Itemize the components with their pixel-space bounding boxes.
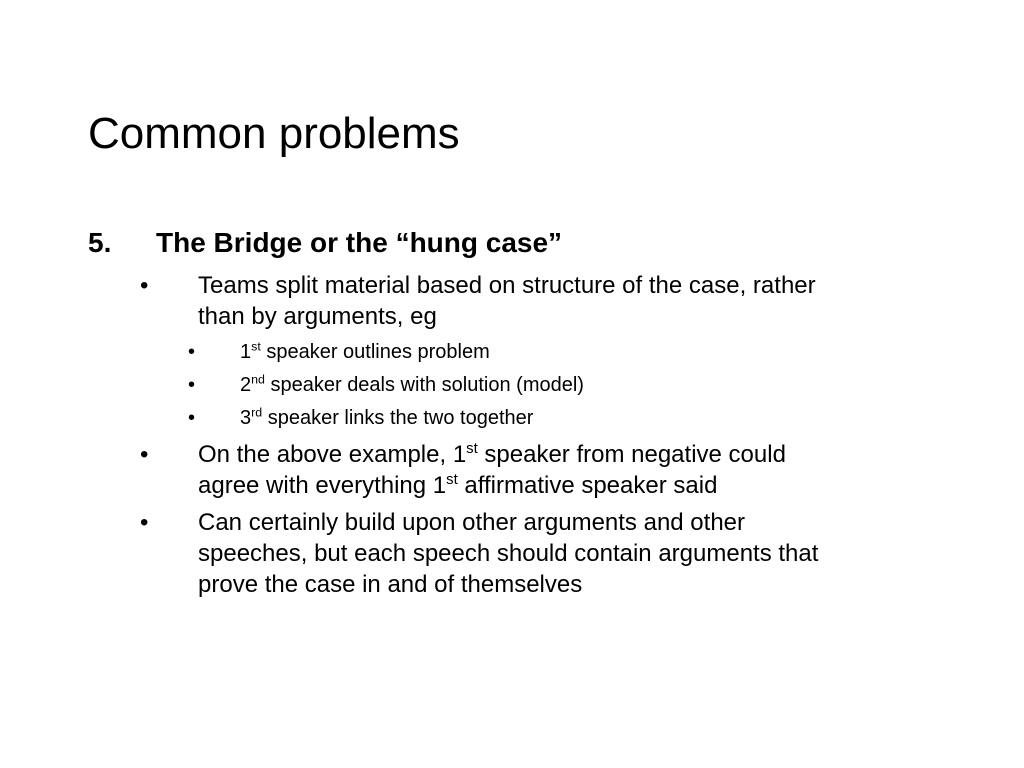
ordinal-suffix: st [466, 441, 478, 458]
sub-bullet-label: speaker links the two together [262, 407, 534, 429]
point-number: 5. [88, 227, 112, 258]
bullet-text [198, 507, 950, 600]
bullet-icon: • [188, 341, 196, 363]
bullet-icon: • [188, 407, 196, 429]
sub-bullet-label: speaker deals with solution (model) [264, 374, 584, 396]
ordinal-suffix: st [446, 472, 458, 489]
bullet-icon: • [188, 374, 196, 396]
bullet-icon: • [140, 509, 149, 536]
slide-title: Common problems [88, 109, 460, 158]
ordinal-number: 1 [240, 341, 252, 363]
ordinal-suffix: st [251, 339, 261, 354]
ordinal-suffix: rd [251, 405, 263, 420]
bullet-text [198, 270, 950, 332]
ordinal-number: 2 [240, 374, 252, 396]
sub-bullet-label: speaker outlines problem [260, 341, 490, 363]
point-heading: The Bridge or the “hung case” [156, 227, 563, 258]
bullet-icon: • [140, 441, 149, 468]
sub-bullet-text [240, 339, 490, 365]
ordinal-number: 3 [240, 407, 252, 429]
bullet-icon: • [140, 272, 149, 299]
sub-bullet-text [240, 372, 584, 398]
bullet-line: speeches, but each speech should contain arguments that [198, 540, 819, 567]
bullet-line: Teams split material based on structure of the case, rather [198, 272, 816, 299]
bullet-line: agree with everything 1st affirmative speaker said [198, 472, 718, 499]
bullet-line: Can certainly build upon other arguments and other [198, 509, 746, 536]
sub-bullet-text [240, 405, 533, 431]
bullet-line: than by arguments, eg [198, 303, 437, 330]
bullet-text [198, 439, 950, 501]
ordinal-suffix: nd [251, 372, 265, 387]
bullet-line: On the above example, 1st speaker from negative could [198, 441, 786, 468]
bullet-line: prove the case in and of themselves [198, 571, 583, 598]
